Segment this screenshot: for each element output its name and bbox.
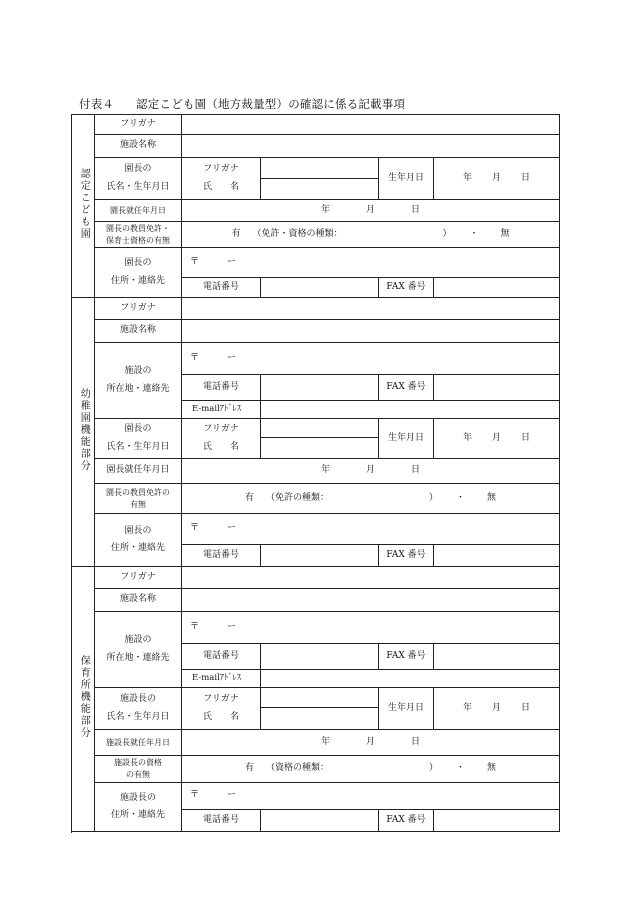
section-label-yochien: 幼稚園機能部分 (72, 298, 95, 567)
facility-name-label: 施設名称 (95, 589, 182, 612)
facility-furigana-field[interactable] (182, 115, 560, 135)
license-label: 園長の教員免許・ 保育士資格の有無 (95, 222, 182, 248)
director-name-field[interactable] (261, 708, 379, 730)
birthdate-label: 生年月日 (379, 419, 434, 459)
birthdate-field[interactable]: 年 月 日 (434, 419, 560, 459)
kodomoen-address-row (72, 248, 560, 278)
phone-field[interactable] (261, 810, 379, 832)
appendix-number: 付表４ (79, 97, 115, 111)
furigana-label: フリガナ (95, 567, 182, 589)
fax-field[interactable] (434, 810, 560, 832)
phone-field[interactable] (261, 375, 379, 401)
birthdate-label: 生年月日 (379, 158, 434, 200)
fax-label: FAX 番号 (379, 810, 434, 832)
license-field[interactable]: 有 （免許・資格の種類： ） ・ 無 (182, 222, 560, 248)
registration-form-table (71, 114, 560, 832)
title-text: 認定こども園（地方裁量型）の確認に係る記載事項 (136, 97, 406, 111)
yochien-name-row (72, 320, 560, 343)
director-furigana-field[interactable] (261, 688, 379, 708)
location-postal-field[interactable]: 〒 ー (182, 343, 560, 375)
appointment-date-label: 園長就任年月日 (95, 200, 182, 222)
director-name-label: 施設長の 氏名・生年月日 (95, 688, 182, 730)
kodomoen-appointment-row (72, 200, 560, 222)
appointment-date-field[interactable]: 年 月 日 (182, 459, 560, 484)
appointment-date-field[interactable]: 年 月 日 (182, 200, 560, 222)
director-name-field[interactable] (261, 179, 379, 200)
appointment-date-field[interactable]: 年 月 日 (182, 730, 560, 756)
section-label-hoikusho: 保育所機能部分 (72, 567, 95, 832)
license-field[interactable]: 有 （免許の種類： ） ・ 無 (182, 484, 560, 514)
yochien-furigana-row (72, 298, 560, 320)
fax-field[interactable] (434, 545, 560, 567)
appointment-date-label: 園長就任年月日 (95, 459, 182, 484)
location-postal-field[interactable]: 〒 ー (182, 612, 560, 644)
hoikusho-appointment-row (72, 730, 560, 756)
facility-name-field[interactable] (182, 320, 560, 343)
director-name-sublabel: フリガナ 氏 名 (182, 158, 261, 200)
appointment-date-label: 施設長就任年月日 (95, 730, 182, 756)
phone-label: 電話番号 (182, 375, 261, 401)
facility-name-field[interactable] (182, 589, 560, 612)
phone-field[interactable] (261, 545, 379, 567)
location-label: 施設の 所在地・連絡先 (95, 612, 182, 688)
birthdate-field[interactable]: 年 月 日 (434, 158, 560, 200)
fax-field[interactable] (434, 278, 560, 298)
qualification-label: 施設長の資格 の有無 (95, 756, 182, 783)
address-label: 施設長の 住所・連絡先 (95, 783, 182, 832)
fax-label: FAX 番号 (379, 644, 434, 670)
fax-label: FAX 番号 (379, 375, 434, 401)
facility-furigana-field[interactable] (182, 567, 560, 589)
address-field[interactable]: 〒 ー (182, 783, 560, 810)
license-label: 園長の教員免許の 有無 (95, 484, 182, 514)
yochien-postal-row (72, 343, 560, 375)
phone-field[interactable] (261, 644, 379, 670)
email-field[interactable] (261, 670, 560, 688)
director-name-field[interactable] (261, 438, 379, 459)
phone-label: 電話番号 (182, 545, 261, 567)
address-field[interactable]: 〒 ー (182, 248, 560, 278)
fax-field[interactable] (434, 375, 560, 401)
phone-label: 電話番号 (182, 810, 261, 832)
email-label: E-mailｱﾄﾞﾚｽ (182, 401, 261, 419)
address-field[interactable]: 〒 ー (182, 514, 560, 545)
birthdate-field[interactable]: 年 月 日 (434, 688, 560, 730)
director-name-label: 園長の 氏名・生年月日 (95, 158, 182, 200)
hoikusho-director-row (72, 688, 560, 708)
yochien-director-row (72, 419, 560, 438)
address-label: 園長の 住所・連絡先 (95, 514, 182, 567)
fax-label: FAX 番号 (379, 545, 434, 567)
director-furigana-field[interactable] (261, 419, 379, 438)
birthdate-label: 生年月日 (379, 688, 434, 730)
yochien-license-row (72, 484, 560, 514)
phone-field[interactable] (261, 278, 379, 298)
hoikusho-address-row (72, 783, 560, 810)
qualification-field[interactable]: 有 （資格の種類： ） ・ 無 (182, 756, 560, 783)
fax-label: FAX 番号 (379, 278, 434, 298)
director-name-sublabel: フリガナ 氏 名 (182, 419, 261, 459)
director-furigana-field[interactable] (261, 158, 379, 179)
director-name-label: 園長の 氏名・生年月日 (95, 419, 182, 459)
kodomoen-furigana-row (72, 115, 560, 135)
hoikusho-qualification-row (72, 756, 560, 783)
facility-furigana-field[interactable] (182, 298, 560, 320)
facility-name-label: 施設名称 (95, 320, 182, 343)
furigana-label: フリガナ (95, 298, 182, 320)
section-label-kodomoen: 認定こども園 (72, 115, 95, 298)
email-label: E-mailｱﾄﾞﾚｽ (182, 670, 261, 688)
fax-field[interactable] (434, 644, 560, 670)
phone-label: 電話番号 (182, 278, 261, 298)
hoikusho-postal-row (72, 612, 560, 644)
yochien-appointment-row (72, 459, 560, 484)
address-label: 園長の 住所・連絡先 (95, 248, 182, 298)
facility-name-label: 施設名称 (95, 135, 182, 158)
phone-label: 電話番号 (182, 644, 261, 670)
kodomoen-license-row (72, 222, 560, 248)
hoikusho-furigana-row (72, 567, 560, 589)
yochien-address-row (72, 514, 560, 545)
kodomoen-name-row (72, 135, 560, 158)
director-name-sublabel: フリガナ 氏 名 (182, 688, 261, 730)
location-label: 施設の 所在地・連絡先 (95, 343, 182, 419)
hoikusho-name-row (72, 589, 560, 612)
facility-name-field[interactable] (182, 135, 560, 158)
kodomoen-director-row (72, 158, 560, 179)
furigana-label: フリガナ (95, 115, 182, 135)
email-field[interactable] (261, 401, 560, 419)
page-title (79, 96, 405, 112)
